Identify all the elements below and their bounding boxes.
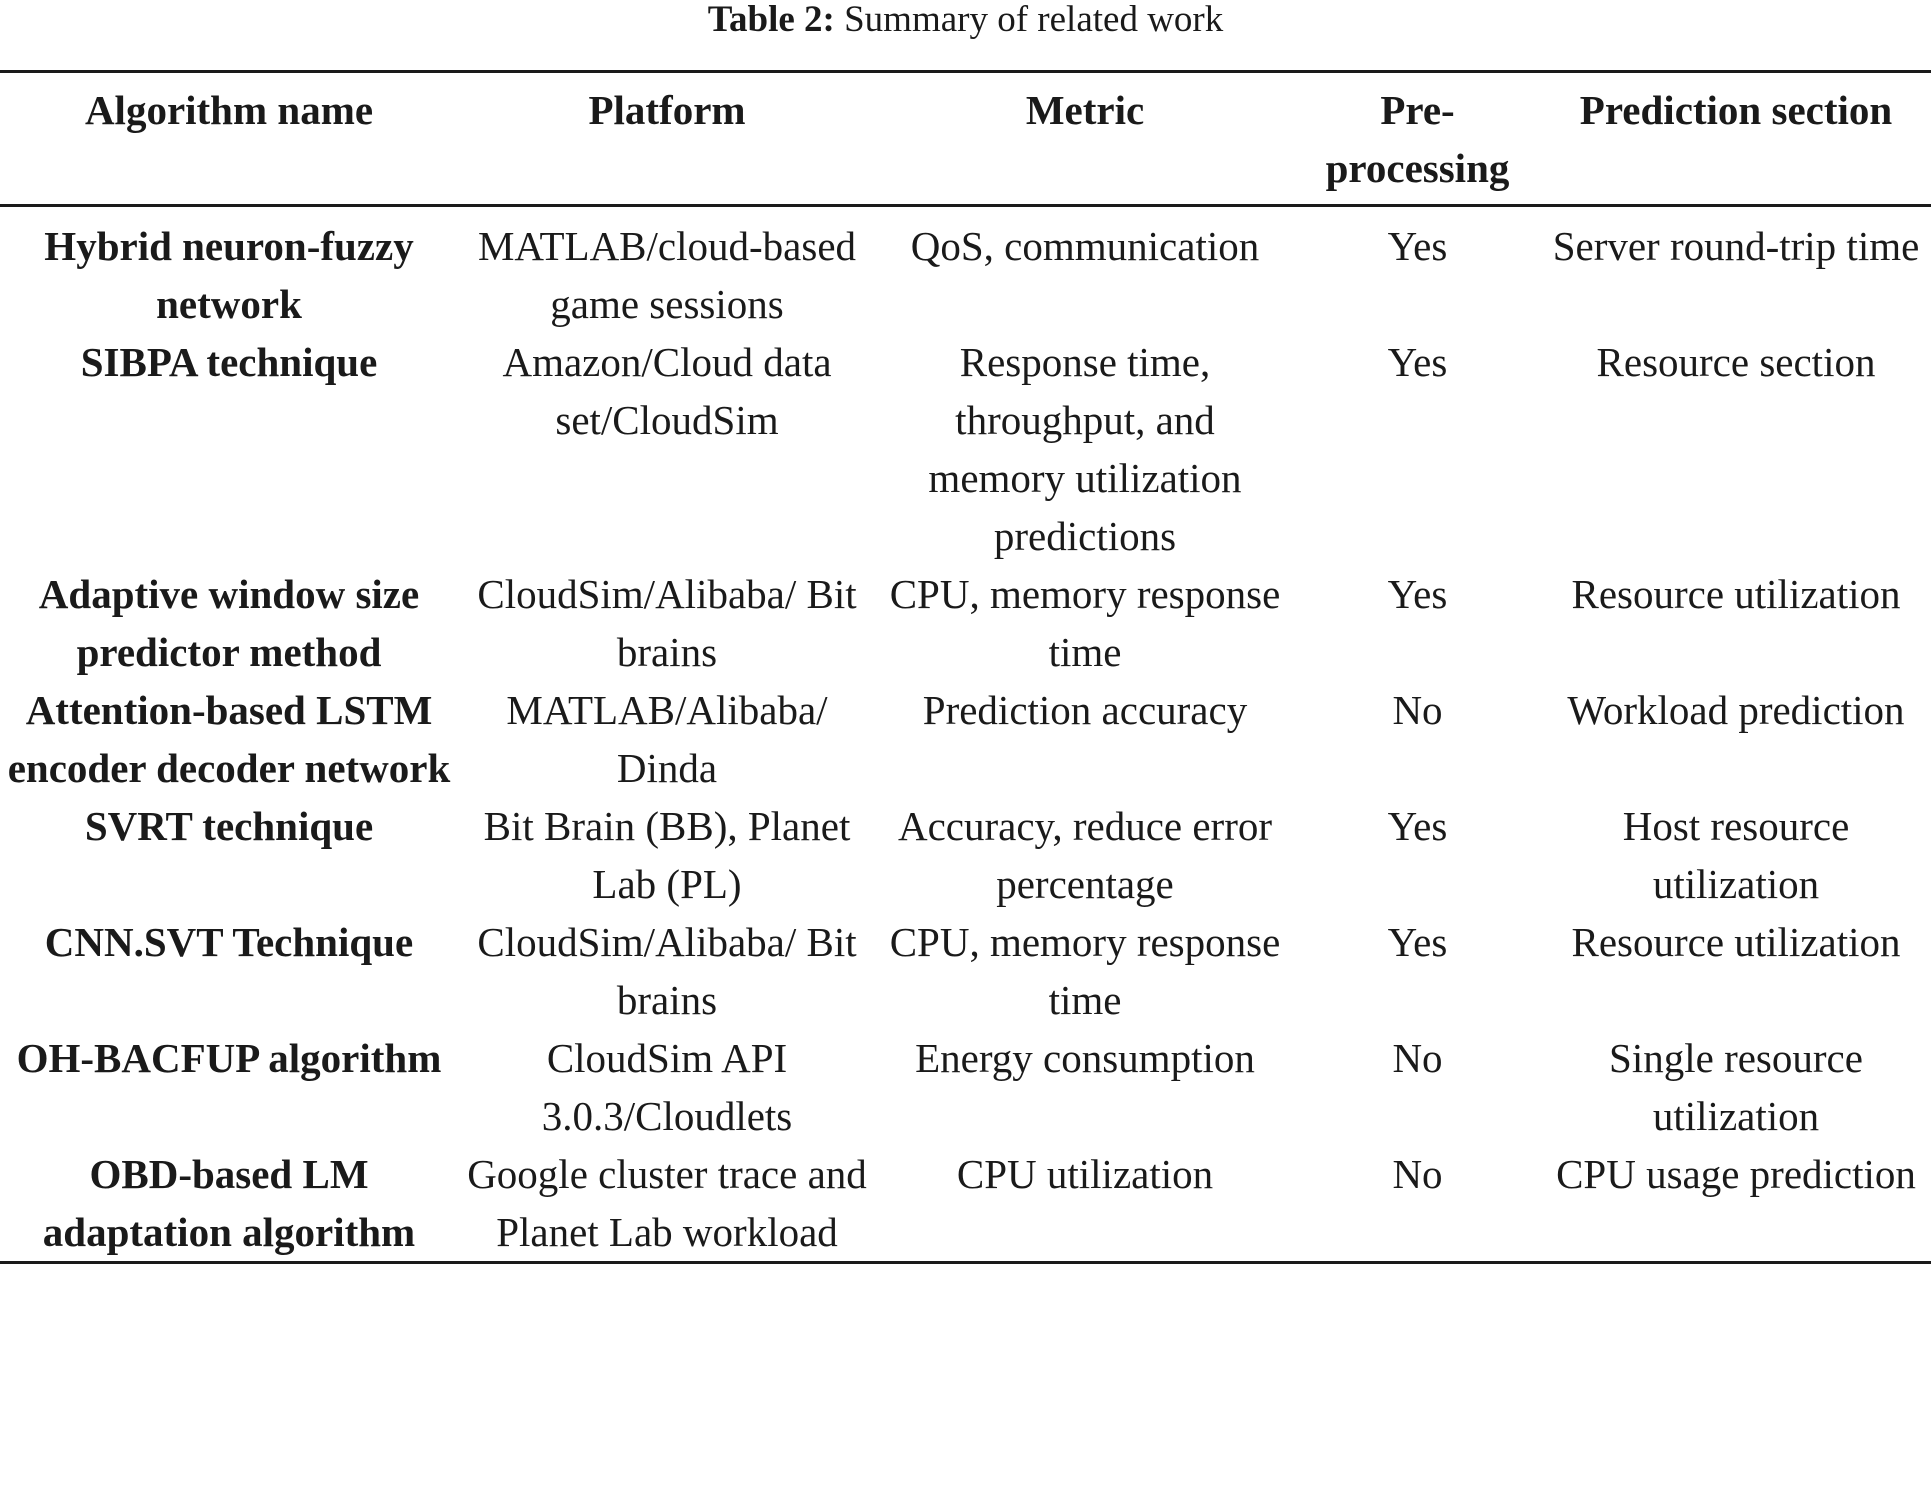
cell-preprocessing: No [1392,1035,1443,1081]
cell-algorithm-name: SIBPA technique [80,339,378,385]
cell-algorithm-name: OH-BACFUP algorithm [16,1035,442,1081]
cell-prediction-section: CPU usage prediction [1556,1151,1916,1197]
cell-preprocessing: Yes [1387,339,1448,385]
cell-metric: Prediction accuracy [922,687,1248,733]
cell-platform: CloudSim API 3.0.3/Cloudlets [541,1035,793,1139]
cell-prediction-section: Resource utilization [1571,571,1901,617]
cell-preprocessing: Yes [1387,919,1448,965]
cell-prediction-section: Server round-trip time [1552,223,1920,269]
cell-prediction-section: Resource utilization [1571,919,1901,965]
table-row [0,681,1931,797]
table-row [0,913,1931,1029]
table-row [0,565,1931,681]
cell-metric: Accuracy, reduce error percentage [897,803,1273,907]
cell-algorithm-name: Attention-based LSTM encoder decoder network [7,687,451,791]
header-prediction-section: Prediction section [1579,87,1893,133]
cell-prediction-section: Resource section [1596,339,1876,385]
cell-algorithm-name: OBD-based LM adaptation algorithm [42,1151,416,1255]
cell-preprocessing: Yes [1387,223,1448,269]
cell-platform: Google cluster trace and Planet Lab workload [467,1151,867,1255]
cell-prediction-section: Single resource utilization [1609,1035,1863,1139]
cell-prediction-section: Workload prediction [1567,687,1905,733]
related-work-table [0,70,1931,1264]
cell-platform: MATLAB/cloud-based game sessions [477,223,857,327]
header-metric: Metric [1025,87,1145,133]
cell-metric: CPU, memory response time [889,919,1281,1023]
cell-metric: Energy consumption [915,1035,1255,1081]
header-platform: Platform [588,87,746,133]
cell-platform: MATLAB/Alibaba/ Dinda [506,687,828,791]
cell-metric: CPU, memory response time [889,571,1281,675]
table-body [0,206,1931,1263]
cell-algorithm-name: SVRT technique [84,803,374,849]
cell-algorithm-name: CNN.SVT Technique [44,919,414,965]
table-row [0,333,1931,565]
header-algorithm-name: Algorithm name [84,87,374,133]
cell-algorithm-name: Hybrid neuron-fuzzy network [44,223,414,327]
cell-platform: Bit Brain (BB), Planet Lab (PL) [483,803,851,907]
cell-prediction-section: Host resource utilization [1622,803,1850,907]
cell-preprocessing: Yes [1387,571,1448,617]
table-caption-text: Summary of related work [834,0,1224,40]
cell-metric: Response time, throughput, and memory utilization predictions [928,339,1242,559]
table-row [0,1029,1931,1145]
table-caption [0,0,1931,40]
cell-platform: CloudSim/Alibaba/ Bit brains [477,919,857,1023]
cell-algorithm-name: Adaptive window size predictor method [38,571,420,675]
table-row [0,1145,1931,1263]
cell-preprocessing: Yes [1387,803,1448,849]
table-row [0,797,1931,913]
cell-preprocessing: No [1392,1151,1443,1197]
cell-metric: QoS, communication [910,223,1260,269]
cell-platform: CloudSim/Alibaba/ Bit brains [477,571,857,675]
cell-preprocessing: No [1392,687,1443,733]
table-header-row [0,72,1931,206]
cell-metric: CPU utilization [956,1151,1214,1197]
table-caption-label: Table 2: [707,0,835,40]
table-row [0,206,1931,334]
header-preprocessing: Pre-processing [1325,87,1510,191]
cell-platform: Amazon/Cloud data set/CloudSim [502,339,832,443]
